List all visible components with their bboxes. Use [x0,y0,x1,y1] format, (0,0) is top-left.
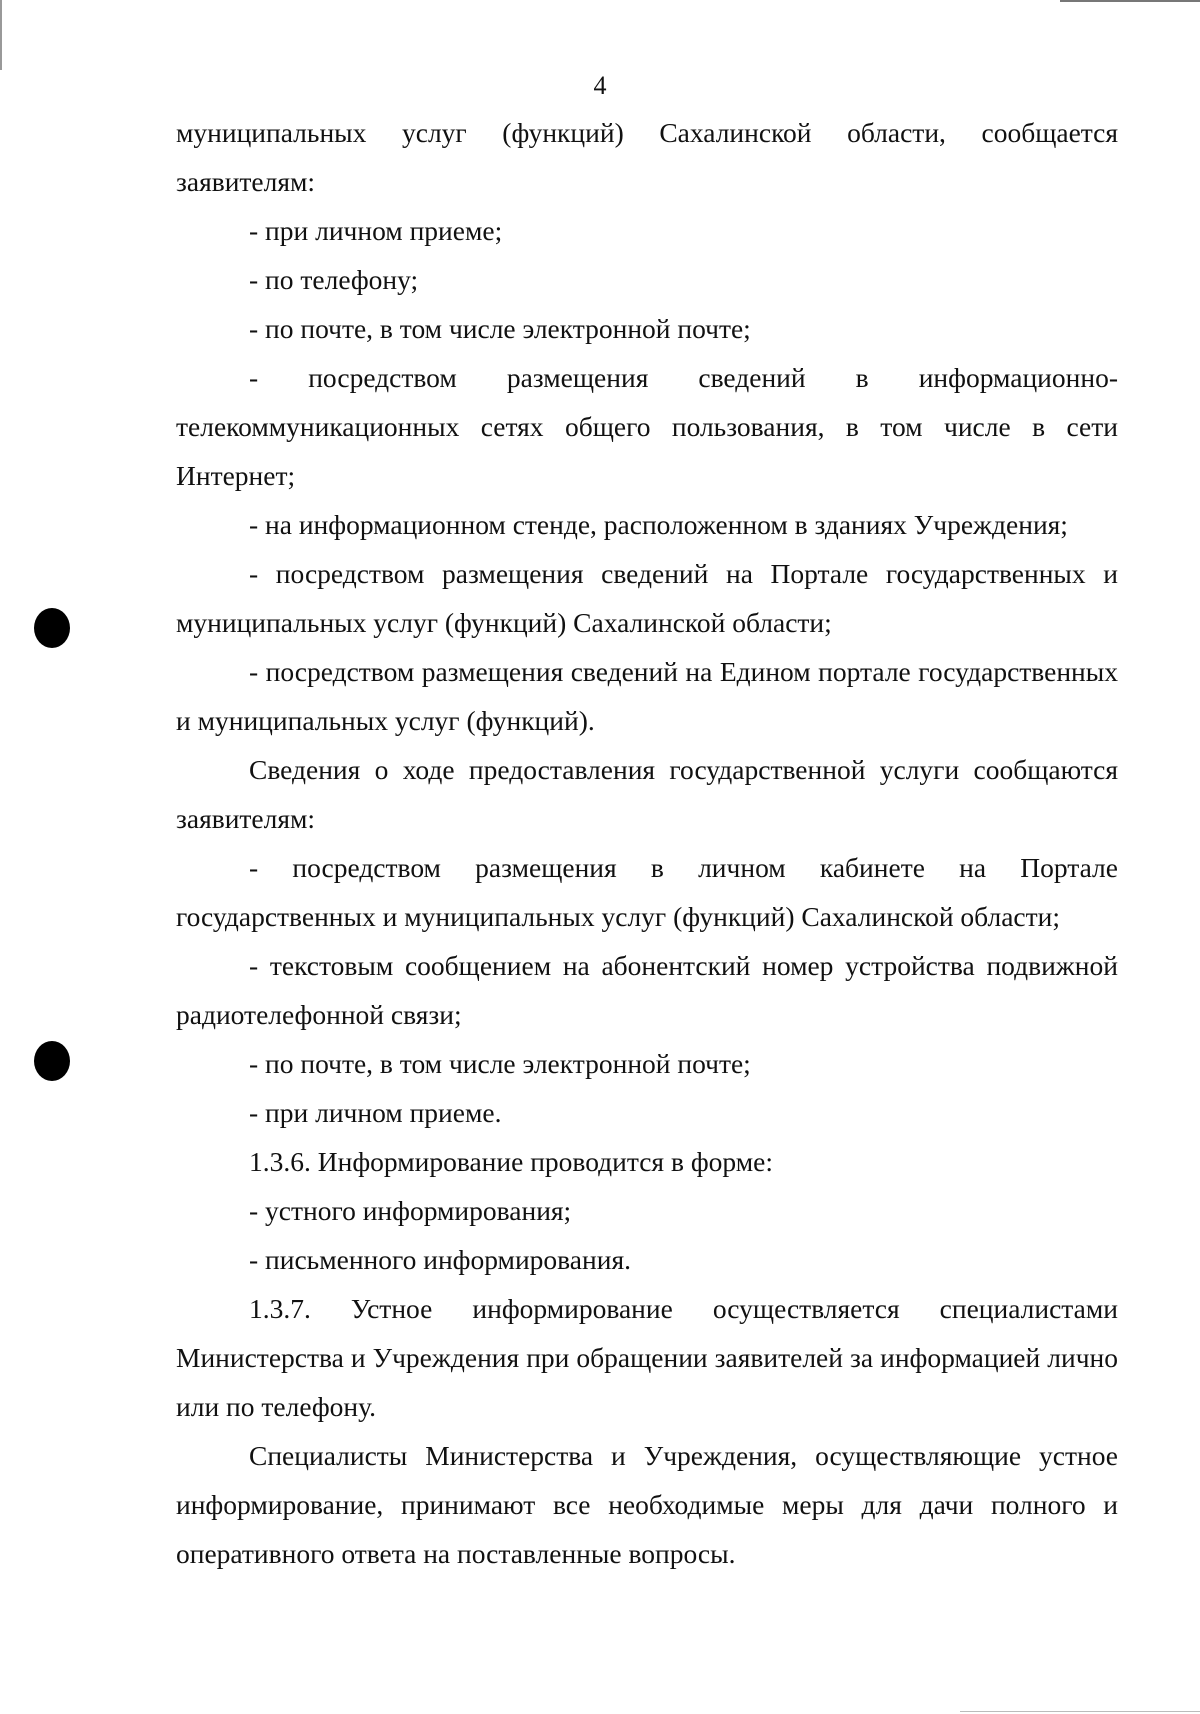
list-item: - устного информирования; [249,1195,572,1226]
list-item: - посредством размещения сведений в информационно-телекоммуникационных сетях общего пользования, в том числе в сети Интернет; [176,362,1118,491]
list-item: - посредством размещения сведений на Портале государственных и муниципальных услуг (функций) Сахалинской области; [176,558,1118,638]
list-item: - посредством размещения в личном кабинете на Портале государственных и муниципальных услуг (функций) Сахалинской области; [176,852,1118,932]
paragraph: 1.3.7. Устное информирование осуществляется специалистами Министерства и Учреждения при обращении заявителей за информацией лично или по телефону. [176,1293,1118,1422]
section-heading: 1.3.6. Информирование проводится в форме: [249,1146,773,1177]
list-item: - текстовым сообщением на абонентский номер устройства подвижной радиотелефонной связи; [176,950,1118,1030]
list-item: - по телефону; [249,264,419,295]
paragraph: муниципальных услуг (функций) Сахалинской области, сообщается заявителям: [176,117,1118,197]
page-number: 4 [593,71,607,100]
punch-hole-icon [34,1041,70,1081]
list-item: - по почте, в том числе электронной почте; [249,1048,751,1079]
list-item: - при личном приеме. [249,1097,502,1128]
document-body [176,108,1118,1578]
list-item: - посредством размещения сведений на Едином портале государственных и муниципальных услуг (функций). [176,656,1118,736]
scan-edge-bottom [960,1711,1200,1712]
paragraph: Специалисты Министерства и Учреждения, осуществляющие устное информирование, принимают все необходимые меры для дачи полного и оперативного ответа на поставленные вопросы. [176,1440,1118,1569]
scan-edge-top [1060,0,1200,2]
list-item: - на информационном стенде, расположенном в зданиях Учреждения; [249,509,1068,540]
list-item: - по почте, в том числе электронной почте; [249,313,751,344]
punch-hole-icon [34,608,70,648]
list-item: - при личном приеме; [249,215,503,246]
scan-edge-left [0,0,2,70]
paragraph: Сведения о ходе предоставления государственной услуги сообщаются заявителям: [176,754,1118,834]
list-item: - письменного информирования. [249,1244,631,1275]
